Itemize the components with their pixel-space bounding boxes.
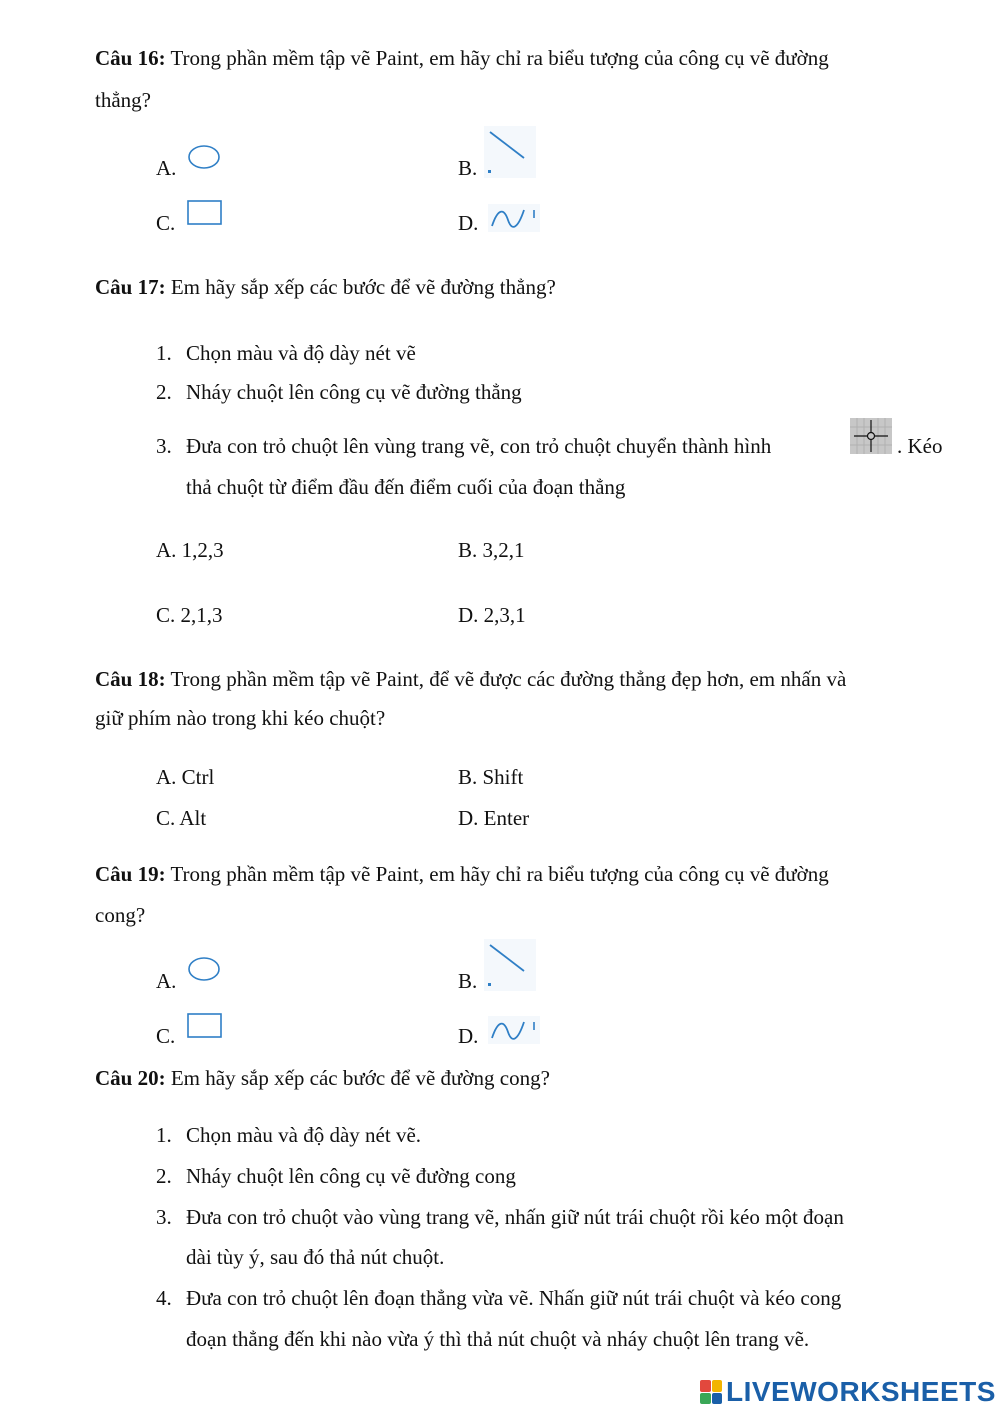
- step-item: [156, 1164, 516, 1189]
- question-18: [95, 667, 846, 692]
- option-c-label[interactable]: C.: [156, 1024, 176, 1048]
- question-label: Câu 17:: [95, 275, 166, 299]
- step-text-line2: dài tùy ý, sau đó thả nút chuột.: [186, 1245, 445, 1269]
- option-a-label[interactable]: A.: [156, 969, 177, 993]
- step-text: Nháy chuột lên công cụ vẽ đường cong: [186, 1164, 516, 1188]
- step-text-line2: đoạn thẳng đến khi nào vừa ý thì thả nút chuột và nháy chuột lên trang vẽ.: [186, 1327, 810, 1351]
- answer-a[interactable]: A. Ctrl: [156, 765, 215, 789]
- step-text: Chọn màu và độ dày nét vẽ: [186, 341, 416, 365]
- question-19: [95, 862, 829, 887]
- step-number: 2.: [156, 1164, 172, 1188]
- step-number: 4.: [156, 1286, 172, 1310]
- curve-icon[interactable]: [488, 204, 540, 232]
- answer-d[interactable]: D. Enter: [458, 806, 530, 830]
- answer-d[interactable]: D. 2,3,1: [458, 603, 526, 627]
- option-c-label[interactable]: C.: [156, 211, 176, 235]
- step-text: Đưa con trỏ chuột lên đoạn thẳng vừa vẽ. Nhấn giữ nút trái chuột và kéo cong: [186, 1286, 842, 1310]
- answer-b[interactable]: B. Shift: [458, 765, 524, 789]
- option-a-label[interactable]: A.: [156, 156, 177, 180]
- question-label: Câu 18:: [95, 667, 166, 691]
- line-icon[interactable]: [484, 126, 536, 178]
- question-label: Câu 20:: [95, 1066, 166, 1090]
- step-item: [156, 1286, 841, 1311]
- option-d-label[interactable]: D.: [458, 1024, 479, 1048]
- step-text: Chọn màu và độ dày nét vẽ.: [186, 1123, 422, 1147]
- step-number: 3.: [156, 434, 172, 458]
- step-item: [156, 341, 416, 366]
- question-label: Câu 16:: [95, 46, 166, 70]
- question-text: Trong phần mềm tập vẽ Paint, em hãy chỉ ra biểu tượng của công cụ vẽ đường: [170, 46, 829, 70]
- question-19-line2: cong?: [95, 903, 146, 927]
- step-number: 1.: [156, 1123, 172, 1147]
- option-d-label[interactable]: D.: [458, 211, 479, 235]
- step-text-after-icon: . Kéo: [897, 434, 943, 458]
- rectangle-icon[interactable]: [186, 198, 226, 228]
- step-text: Nháy chuột lên công cụ vẽ đường thẳng: [186, 380, 522, 404]
- step-item: [156, 434, 771, 459]
- step-text: Đưa con trỏ chuột lên vùng trang vẽ, con trỏ chuột chuyển thành hình: [186, 434, 772, 458]
- step-number: 2.: [156, 380, 172, 404]
- step-text: Đưa con trỏ chuột vào vùng trang vẽ, nhấn giữ nút trái chuột rồi kéo một đoạn: [186, 1205, 844, 1229]
- logo-text: LIVEWORKSHEETS: [726, 1376, 996, 1407]
- ellipse-icon[interactable]: [186, 143, 224, 173]
- ellipse-icon[interactable]: [186, 955, 224, 985]
- crosshair-cursor-icon: [850, 418, 892, 454]
- question-18-line2: giữ phím nào trong khi kéo chuột?: [95, 706, 386, 730]
- question-text: Em hãy sắp xếp các bước để vẽ đường thẳng?: [170, 275, 556, 299]
- step-number: 3.: [156, 1205, 172, 1229]
- line-icon[interactable]: [484, 939, 536, 991]
- answer-a[interactable]: A. 1,2,3: [156, 538, 224, 562]
- option-b-label[interactable]: B.: [458, 156, 478, 180]
- rectangle-icon[interactable]: [186, 1011, 226, 1041]
- question-17: [95, 275, 556, 300]
- question-text: Trong phần mềm tập vẽ Paint, để vẽ được các đường thẳng đẹp hơn, em nhấn và: [170, 667, 847, 691]
- step-item: [156, 1123, 421, 1148]
- question-16-line2: thẳng?: [95, 88, 151, 112]
- question-20: [95, 1066, 550, 1091]
- step-number: 1.: [156, 341, 172, 365]
- step-item: [156, 1205, 844, 1230]
- answer-c[interactable]: C. 2,1,3: [156, 603, 223, 627]
- step-item: [156, 380, 522, 405]
- question-text: Em hãy sắp xếp các bước để vẽ đường cong?: [170, 1066, 550, 1090]
- step-text-line2: thả chuột từ điểm đầu đến điểm cuối của đoạn thẳng: [186, 475, 626, 499]
- question-text: Trong phần mềm tập vẽ Paint, em hãy chỉ ra biểu tượng của công cụ vẽ đường: [170, 862, 829, 886]
- logo-mark-icon: [700, 1380, 722, 1404]
- liveworksheets-logo: [700, 1376, 996, 1408]
- answer-b[interactable]: B. 3,2,1: [458, 538, 525, 562]
- question-label: Câu 19:: [95, 862, 166, 886]
- option-b-label[interactable]: B.: [458, 969, 478, 993]
- question-16: [95, 46, 829, 71]
- answer-c[interactable]: C. Alt: [156, 806, 207, 830]
- curve-icon[interactable]: [488, 1016, 540, 1044]
